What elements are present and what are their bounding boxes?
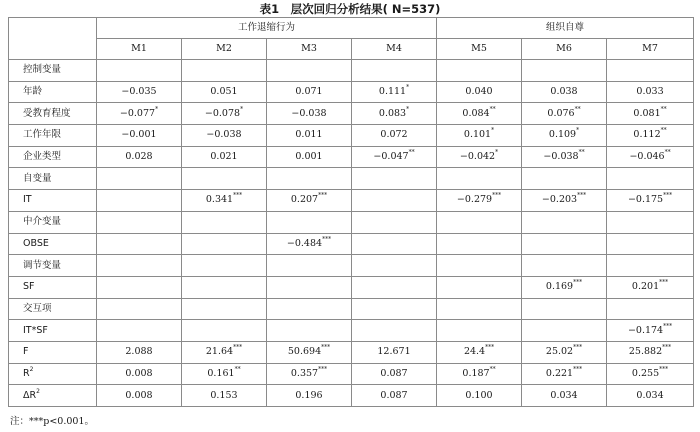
cell-value: −0.001 xyxy=(121,129,157,141)
cell-value: −0.038 xyxy=(543,151,579,163)
corner-cell xyxy=(9,18,97,60)
table-cell xyxy=(97,125,182,147)
table-row xyxy=(9,276,694,298)
cell-value: 2.088 xyxy=(125,346,153,358)
row-label-text: 交互项 xyxy=(23,302,52,314)
table-cell xyxy=(267,255,352,277)
table-cell xyxy=(522,103,607,125)
section-label xyxy=(9,211,97,233)
table-cell xyxy=(522,211,607,233)
table-cell xyxy=(352,125,437,147)
table-row xyxy=(9,233,694,255)
table-cell xyxy=(522,385,607,407)
table-cell xyxy=(522,125,607,147)
cell-value: 0.100 xyxy=(465,389,493,401)
cell-value: −0.047 xyxy=(373,151,409,163)
cell-value: 0.111 xyxy=(378,86,407,98)
table-cell xyxy=(437,211,522,233)
table-cell xyxy=(352,233,437,255)
group-header-withdrawal: 工作退缩行为 xyxy=(97,18,437,39)
row-label xyxy=(9,81,97,103)
significance-stars: * xyxy=(491,127,495,135)
section-label xyxy=(9,168,97,190)
significance-stars: ** xyxy=(664,149,671,157)
significance-stars: ** xyxy=(489,365,496,373)
table-cell xyxy=(182,276,267,298)
table-cell xyxy=(437,341,522,363)
cell-value: −0.078 xyxy=(204,107,241,119)
table-cell xyxy=(437,320,522,342)
table-cell xyxy=(437,385,522,407)
cell-value: 24.4 xyxy=(463,346,486,358)
cell-value: 0.087 xyxy=(380,367,408,379)
table-cell xyxy=(522,146,607,168)
table-cell xyxy=(97,276,182,298)
cell-value: 0.083 xyxy=(378,107,407,119)
cell-value: 0.207 xyxy=(290,194,319,206)
significance-stars: *** xyxy=(485,344,495,352)
row-label xyxy=(9,341,97,363)
significance-stars: *** xyxy=(573,279,583,287)
table-cell xyxy=(97,103,182,125)
model-header: M4 xyxy=(352,39,437,60)
cell-value: 25.02 xyxy=(545,346,574,358)
table-cell xyxy=(352,168,437,190)
table-cell xyxy=(607,60,694,82)
section-row xyxy=(9,168,694,190)
table-cell xyxy=(522,363,607,385)
table-cell xyxy=(267,298,352,320)
cell-value: −0.038 xyxy=(291,107,327,119)
table-cell xyxy=(97,298,182,320)
row-label xyxy=(9,276,97,298)
cell-value: 0.076 xyxy=(547,107,575,119)
significance-stars: *** xyxy=(233,344,243,352)
row-label-text: IT xyxy=(23,194,32,206)
table-cell xyxy=(182,320,267,342)
table-cell xyxy=(352,60,437,82)
cell-value: −0.174 xyxy=(627,324,664,336)
cell-value: −0.203 xyxy=(541,194,578,206)
cell-value: 0.038 xyxy=(550,86,578,98)
model-header-row xyxy=(9,39,694,60)
table-row xyxy=(9,341,694,363)
table-cell xyxy=(522,276,607,298)
table-cell xyxy=(437,146,522,168)
cell-value: 0.341 xyxy=(205,194,234,206)
group-header-row xyxy=(9,18,694,39)
cell-value: −0.077 xyxy=(119,107,156,119)
cell-value: 0.357 xyxy=(290,367,319,379)
table-cell xyxy=(522,233,607,255)
cell-value: −0.046 xyxy=(629,151,665,163)
table-cell xyxy=(97,60,182,82)
cell-value: 0.084 xyxy=(462,107,490,119)
model-header: M6 xyxy=(522,39,607,60)
table-cell xyxy=(267,146,352,168)
table-cell xyxy=(437,233,522,255)
table-cell xyxy=(267,385,352,407)
cell-value: 0.011 xyxy=(295,129,323,141)
table-row xyxy=(9,103,694,125)
table-cell xyxy=(607,146,694,168)
cell-value: 0.028 xyxy=(125,151,153,163)
table-cell xyxy=(182,233,267,255)
table-cell xyxy=(352,363,437,385)
model-header: M5 xyxy=(437,39,522,60)
table-cell xyxy=(267,341,352,363)
row-label xyxy=(9,190,97,212)
row-label-text: 调节变量 xyxy=(23,259,62,271)
section-row xyxy=(9,298,694,320)
row-label xyxy=(9,320,97,342)
row-label-text: 工作年限 xyxy=(23,129,62,141)
significance-stars: *** xyxy=(322,235,332,243)
group-header-self-esteem: 组织自尊 xyxy=(437,18,694,39)
table-cell xyxy=(267,103,352,125)
cell-value: 0.087 xyxy=(380,389,408,401)
row-label-text: R xyxy=(23,367,30,379)
cell-value: 0.169 xyxy=(545,281,574,293)
table-cell xyxy=(437,298,522,320)
table-cell xyxy=(97,190,182,212)
table-cell xyxy=(352,320,437,342)
row-label xyxy=(9,125,97,147)
table-cell xyxy=(182,146,267,168)
row-label-text: 自变量 xyxy=(23,172,52,184)
section-row xyxy=(9,60,694,82)
cell-value: 50.694 xyxy=(287,346,322,358)
row-label-text: F xyxy=(23,346,29,358)
table-cell xyxy=(182,211,267,233)
significance-stars: *** xyxy=(573,365,583,373)
table-cell xyxy=(267,320,352,342)
cell-value: 12.671 xyxy=(377,346,411,358)
table-cell xyxy=(607,298,694,320)
table-cell xyxy=(607,190,694,212)
table-row xyxy=(9,190,694,212)
table-cell xyxy=(267,276,352,298)
table-cell xyxy=(182,190,267,212)
cell-value: 0.034 xyxy=(550,389,578,401)
significance-stars: ** xyxy=(234,365,241,373)
table-row xyxy=(9,81,694,103)
table-cell xyxy=(522,81,607,103)
table-cell xyxy=(522,298,607,320)
table-cell xyxy=(352,341,437,363)
table-cell xyxy=(522,60,607,82)
table-row xyxy=(9,385,694,407)
table-cell xyxy=(437,190,522,212)
cell-value: 0.081 xyxy=(633,107,661,119)
table-cell xyxy=(267,125,352,147)
table-cell xyxy=(352,276,437,298)
table-cell xyxy=(437,276,522,298)
cell-value: 0.072 xyxy=(380,129,408,141)
row-label xyxy=(9,233,97,255)
table-cell xyxy=(352,103,437,125)
cell-value: 0.033 xyxy=(636,86,664,98)
cell-value: 0.187 xyxy=(462,367,490,379)
regression-table xyxy=(8,17,694,407)
cell-value: 0.008 xyxy=(125,367,153,379)
table-cell xyxy=(97,146,182,168)
significance-stars: * xyxy=(406,84,410,92)
table-cell xyxy=(97,255,182,277)
table-row xyxy=(9,125,694,147)
table-cell xyxy=(267,81,352,103)
model-header: M7 xyxy=(607,39,694,60)
table-cell xyxy=(437,168,522,190)
table-cell xyxy=(607,341,694,363)
table-row xyxy=(9,363,694,385)
cell-value: 0.161 xyxy=(207,367,235,379)
row-label-text: 控制变量 xyxy=(23,64,62,76)
section-label xyxy=(9,60,97,82)
model-header: M1 xyxy=(97,39,182,60)
table-cell xyxy=(267,60,352,82)
table-cell xyxy=(607,81,694,103)
table-cell xyxy=(97,81,182,103)
significance-stars: ** xyxy=(660,105,667,113)
model-header: M3 xyxy=(267,39,352,60)
cell-value: 0.112 xyxy=(633,129,661,141)
table-cell xyxy=(437,103,522,125)
cell-value: 0.021 xyxy=(210,151,238,163)
row-label xyxy=(9,103,97,125)
label-superscript: 2 xyxy=(36,387,40,395)
significance-stars: * xyxy=(576,127,580,135)
significance-stars: *** xyxy=(663,192,673,200)
significance-stars: ** xyxy=(489,105,496,113)
table-cell xyxy=(182,125,267,147)
note-label: 注： xyxy=(10,416,30,427)
table-cell xyxy=(97,385,182,407)
significance-stars: *** xyxy=(318,365,328,373)
table-cell xyxy=(267,233,352,255)
table-cell xyxy=(182,103,267,125)
significance-stars: *** xyxy=(233,192,243,200)
cell-value: 0.109 xyxy=(548,129,577,141)
row-label xyxy=(9,363,97,385)
table-cell xyxy=(437,363,522,385)
section-row xyxy=(9,211,694,233)
cell-value: −0.042 xyxy=(459,151,496,163)
table-cell xyxy=(182,168,267,190)
table-cell xyxy=(352,385,437,407)
significance-stars: ** xyxy=(408,149,415,157)
table-cell xyxy=(607,385,694,407)
significance-stars: *** xyxy=(321,344,331,352)
cell-value: 0.034 xyxy=(636,389,664,401)
table-cell xyxy=(437,125,522,147)
table-cell xyxy=(522,341,607,363)
cell-value: 0.008 xyxy=(125,389,153,401)
table-cell xyxy=(182,363,267,385)
table-cell xyxy=(182,255,267,277)
table-cell xyxy=(352,81,437,103)
section-label xyxy=(9,298,97,320)
table-cell xyxy=(352,190,437,212)
significance-stars: ** xyxy=(574,105,581,113)
table-note xyxy=(10,413,94,427)
significance-stars: *** xyxy=(662,344,672,352)
table-cell xyxy=(607,255,694,277)
table-cell xyxy=(267,363,352,385)
table-row xyxy=(9,146,694,168)
cell-value: 0.221 xyxy=(545,367,574,379)
cell-value: 0.201 xyxy=(631,281,660,293)
table-cell xyxy=(607,233,694,255)
table-title: 表1 层次回归分析结果( N=537) xyxy=(259,2,441,16)
table-cell xyxy=(352,211,437,233)
table-cell xyxy=(182,81,267,103)
section-row xyxy=(9,255,694,277)
table-cell xyxy=(607,125,694,147)
table-cell xyxy=(522,168,607,190)
row-label-text: OBSE xyxy=(23,237,49,249)
table-cell xyxy=(522,190,607,212)
row-label-text: 受教育程度 xyxy=(23,107,71,119)
table-cell xyxy=(352,298,437,320)
significance-stars: *** xyxy=(659,365,669,373)
table-cell xyxy=(97,341,182,363)
cell-value: −0.175 xyxy=(627,194,664,206)
cell-value: 21.64 xyxy=(205,346,234,358)
cell-value: −0.035 xyxy=(121,86,157,98)
table-cell xyxy=(352,255,437,277)
section-label xyxy=(9,255,97,277)
table-cell xyxy=(522,320,607,342)
table-cell xyxy=(607,211,694,233)
table-cell xyxy=(182,341,267,363)
significance-stars: *** xyxy=(318,192,328,200)
cell-value: −0.279 xyxy=(456,194,493,206)
table-cell xyxy=(267,211,352,233)
table-cell xyxy=(607,276,694,298)
row-label-text: ΔR xyxy=(23,389,37,401)
label-superscript: 2 xyxy=(29,365,34,373)
row-label xyxy=(9,146,97,168)
model-header: M2 xyxy=(182,39,267,60)
note-text: ***p<0.001。 xyxy=(29,416,95,427)
row-label-text: SF xyxy=(23,281,35,293)
cell-value: 0.051 xyxy=(210,86,238,98)
table-cell xyxy=(607,168,694,190)
table-cell xyxy=(607,103,694,125)
table-cell xyxy=(97,233,182,255)
cell-value: 25.882 xyxy=(628,346,663,358)
table-cell xyxy=(97,211,182,233)
table-cell xyxy=(437,81,522,103)
cell-value: 0.255 xyxy=(631,367,660,379)
significance-stars: *** xyxy=(659,279,669,287)
significance-stars: *** xyxy=(573,344,583,352)
row-label-text: IT*SF xyxy=(23,324,48,336)
significance-stars: * xyxy=(155,105,159,113)
table-cell xyxy=(182,385,267,407)
row-label-text: 年龄 xyxy=(23,86,43,98)
table-body xyxy=(9,60,694,407)
table-cell xyxy=(182,60,267,82)
table-cell xyxy=(97,320,182,342)
row-label xyxy=(9,385,97,407)
table-cell xyxy=(607,320,694,342)
table-cell xyxy=(97,363,182,385)
table-row xyxy=(9,320,694,342)
cell-value: −0.484 xyxy=(286,237,323,249)
significance-stars: *** xyxy=(492,192,502,200)
table-cell xyxy=(437,255,522,277)
cell-value: −0.038 xyxy=(206,129,242,141)
cell-value: 0.071 xyxy=(295,86,323,98)
significance-stars: * xyxy=(406,105,410,113)
significance-stars: *** xyxy=(577,192,587,200)
row-label-text: 企业类型 xyxy=(23,151,62,163)
cell-value: 0.101 xyxy=(463,129,492,141)
table-cell xyxy=(607,363,694,385)
significance-stars: * xyxy=(240,105,244,113)
cell-value: 0.040 xyxy=(465,86,493,98)
table-cell xyxy=(267,168,352,190)
table-cell xyxy=(352,146,437,168)
cell-value: 0.153 xyxy=(210,389,238,401)
significance-stars: ** xyxy=(660,127,667,135)
table-cell xyxy=(97,168,182,190)
cell-value: 0.196 xyxy=(295,389,323,401)
significance-stars: * xyxy=(495,149,499,157)
table-cell xyxy=(522,255,607,277)
table-cell xyxy=(437,60,522,82)
significance-stars: *** xyxy=(663,322,673,330)
table-cell xyxy=(267,190,352,212)
significance-stars: ** xyxy=(578,149,585,157)
cell-value: 0.001 xyxy=(295,151,323,163)
row-label-text: 中介变量 xyxy=(23,216,62,228)
table-cell xyxy=(182,298,267,320)
